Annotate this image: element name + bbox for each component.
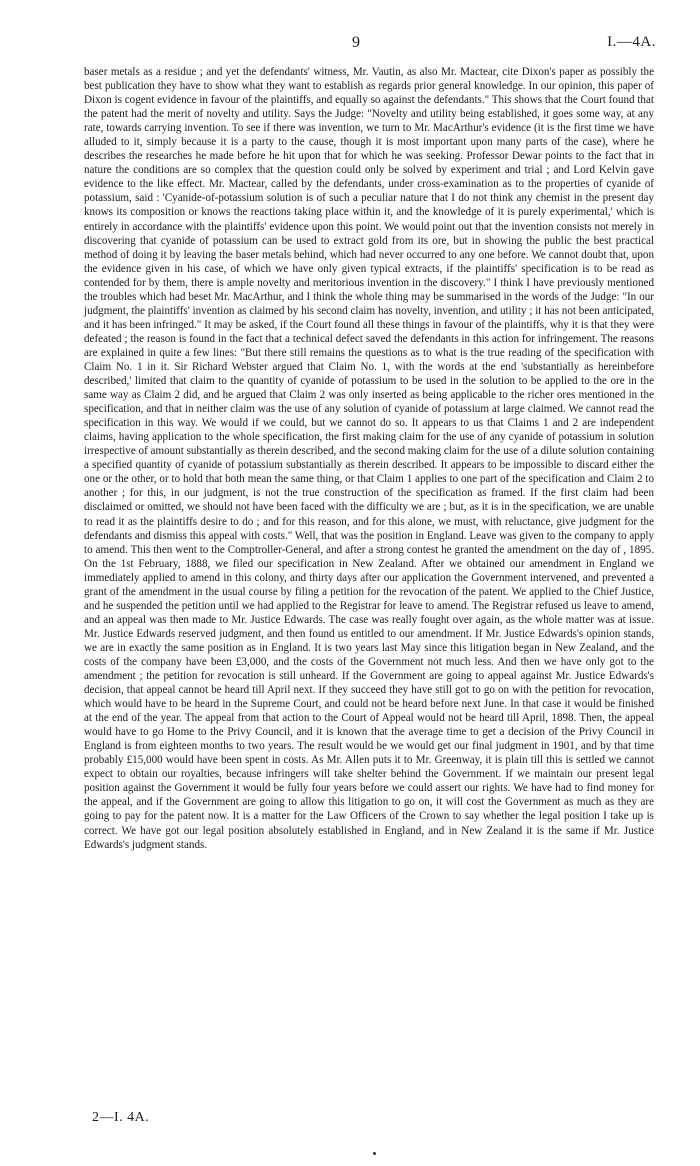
page-number: 9 [352,34,360,51]
body-paragraph: baser metals as a residue ; and yet the defendants' witness, Mr. Vautin, as also Mr. Mactear, cite Dixon's paper as possibly the best publication they have to show what they want to establish as regards prior general knowledge. In our opinion, this paper of Dixon is cogent evidence in favour of the plaintiffs, and equally so against the defendants." This shows that the Court found that the patent had the merit of novelty and utility. Says the Judge: "Novelty and utility being established, it goes some way, at any rate, towards carrying invention. To see if there was invention, we turn to Mr. MacArthur's evidence (it is the first time we have alluded to it, simply because it is a party to the cause, though it is most important upon many parts of the case), where he describes the researches he made before he hit upon that for which he was seeking. Professor Dewar points to the fact that in nature the conditions are so complex that the question could only be solved by experiment and trial ; and Lord Kelvin gave evidence to the like effect. Mr. Mactear, called by the defendants, under cross-examination as to the properties of cyanide of potassium, said : 'Cyanide-of-potassium solution is of such a peculiar nature that I do not think any chemist in the present day knows its composition or knows the reactions taking place within it, and the knowledge of it is purely experimental,' which is entirely in accordance with the plaintiffs' evidence upon this point. We would point out that the invention consists not merely in discovering that cyanide of potassium can be used to extract gold from its ore, but in showing the public the best practical method of doing it by leaving the baser metals behind, which had never occurred to any one before. We cannot doubt that, upon the evidence given in his case, of which we have only given typical extracts, if the plaintiffs' specification is to be read as contended for by them, there is ample novelty and meritorious invention in the discovery." I think I have previously mentioned the troubles which had beset Mr. MacArthur, and I think the whole thing may be summarised in the words of the Judge: "In our judgment, the plaintiffs' invention as claimed by his second claim has novelty, invention, and utility ; it has not been anticipated, and it has been infringed." It may be asked, if the Court found all these things in favour of the plaintiffs, why it is that they were defeated ; the reason is found in the fact that a technical defect saved the defendants in this action for infringement. The reasons are explained in quite a few lines: "But there still remains the questions as to what is the true reading of the specification with Claim No. 1 in it. Sir Richard Webster argued that Claim No. 1, with the words at the end 'substantially as hereinbefore described,' limited that claim to the quantity of cyanide of potassium to be used in the solution to be applied to the ore in the same way as Claim 2 did, and he argued that Claim 2 was only inserted as being applicable to the richer ores mentioned in the specification, and that in neither claim was the use of any solution of cyanide of potassium at large claimed. We cannot read the specification in this way. We would if we could, but we cannot do so. It appears to us that Claims 1 and 2 are independent claims, having application to the whole specification, the first making claim for the use of any cyanide of potassium in solution irrespective of amount substantially as therein described, and the second making claim for the use of a dilute solution containing a specified quantity of cyanide of potassium substantially as therein described. It appears to be impossible to discard either the one or the other, or to hold that both mean the same thing, or that Claim 1 applies to one part of the specification and Claim 2 to another ; for this, in our judgment, is not the true construction of the specification as framed. If the first claim had been disclaimed or omitted, we should not have been faced with the difficulty we are ; but, as it is in the specification, we are unable to read it as the plaintiffs desire to do ; and for this reason, and for this alone, we must, with reluctance, give judgment for the defendants and dismiss this appeal with costs." Well, that was the position in England. Leave was given to the company to apply to amend. This then went to the Comptroller-General, and after a strong contest he granted the amendment on the day of , 1895. On the 1st February, 1888, we filed our specification in New Zealand. After we obtained our amendment in England we immediately applied to amend in this colony, and thirty days after our application the Government intervened, and prevented a grant of the amendment in the usual course by filing a petition for the revocation of the patent. We applied to the Chief Justice, and he suspended the petition until we had applied to the Registrar for leave to amend. The Registrar refused us leave to amend, and an appeal was then made to Mr. Justice Edwards. The case was really fought over again, as the whole matter was at issue. Mr. Justice Edwards reserved judgment, and then found us entitled to our amendment. If Mr. Justice Edwards's opinion stands, we are in exactly the same position as in England. It is two years last May since this litigation began in New Zealand, and the costs of the company have been £3,000, and the costs of the Government not much less. And then we have only got to the amendment ; the petition for revocation is still unheard. If the Government are going to appeal against Mr. Justice Edwards's decision, that appeal cannot be heard till April next. If they succeed they have still got to go on with the petition for revocation, which would have to be heard in the Supreme Court, and could not be heard before next June. In that case it would be finished at the end of the year. The appeal from that action to the Court of Appeal would not be heard till April, 1898. Then, the appeal would have to go Home to the Privy Council, and it is known that the average time to get a decision of the Privy Council in England is from eighteen months to two years. The result would be we would get our final judgment in 1901, and by that time probably £15,000 would have been spent in costs. As Mr. Allen puts it to Mr. Greenway, it is plain till this is settled we cannot expect to obtain our royalties, because infringers will take shelter behind the Government. If we maintain our present legal position against the Government it would be fully four years before we could assert our rights. We have had to find money for the appeal, and if the Government are going to allow this litigation to go on, it will cost the Government as much as they are going to pay for the patent now. It is a matter for the Law Officers of the Crown to say whether the legal position I take up is correct. We have got our legal position absolutely established in England, and in New Zealand it is the same if Mr. Justice Edwards's judgment stands. [84,66,654,851]
body-paragraph-container [84,65,654,852]
page-mark-dot [373,1152,376,1155]
signature-mark: 2—I. 4A. [92,1110,150,1125]
page-header [0,34,700,54]
document-reference: I.—4A. [607,34,656,50]
